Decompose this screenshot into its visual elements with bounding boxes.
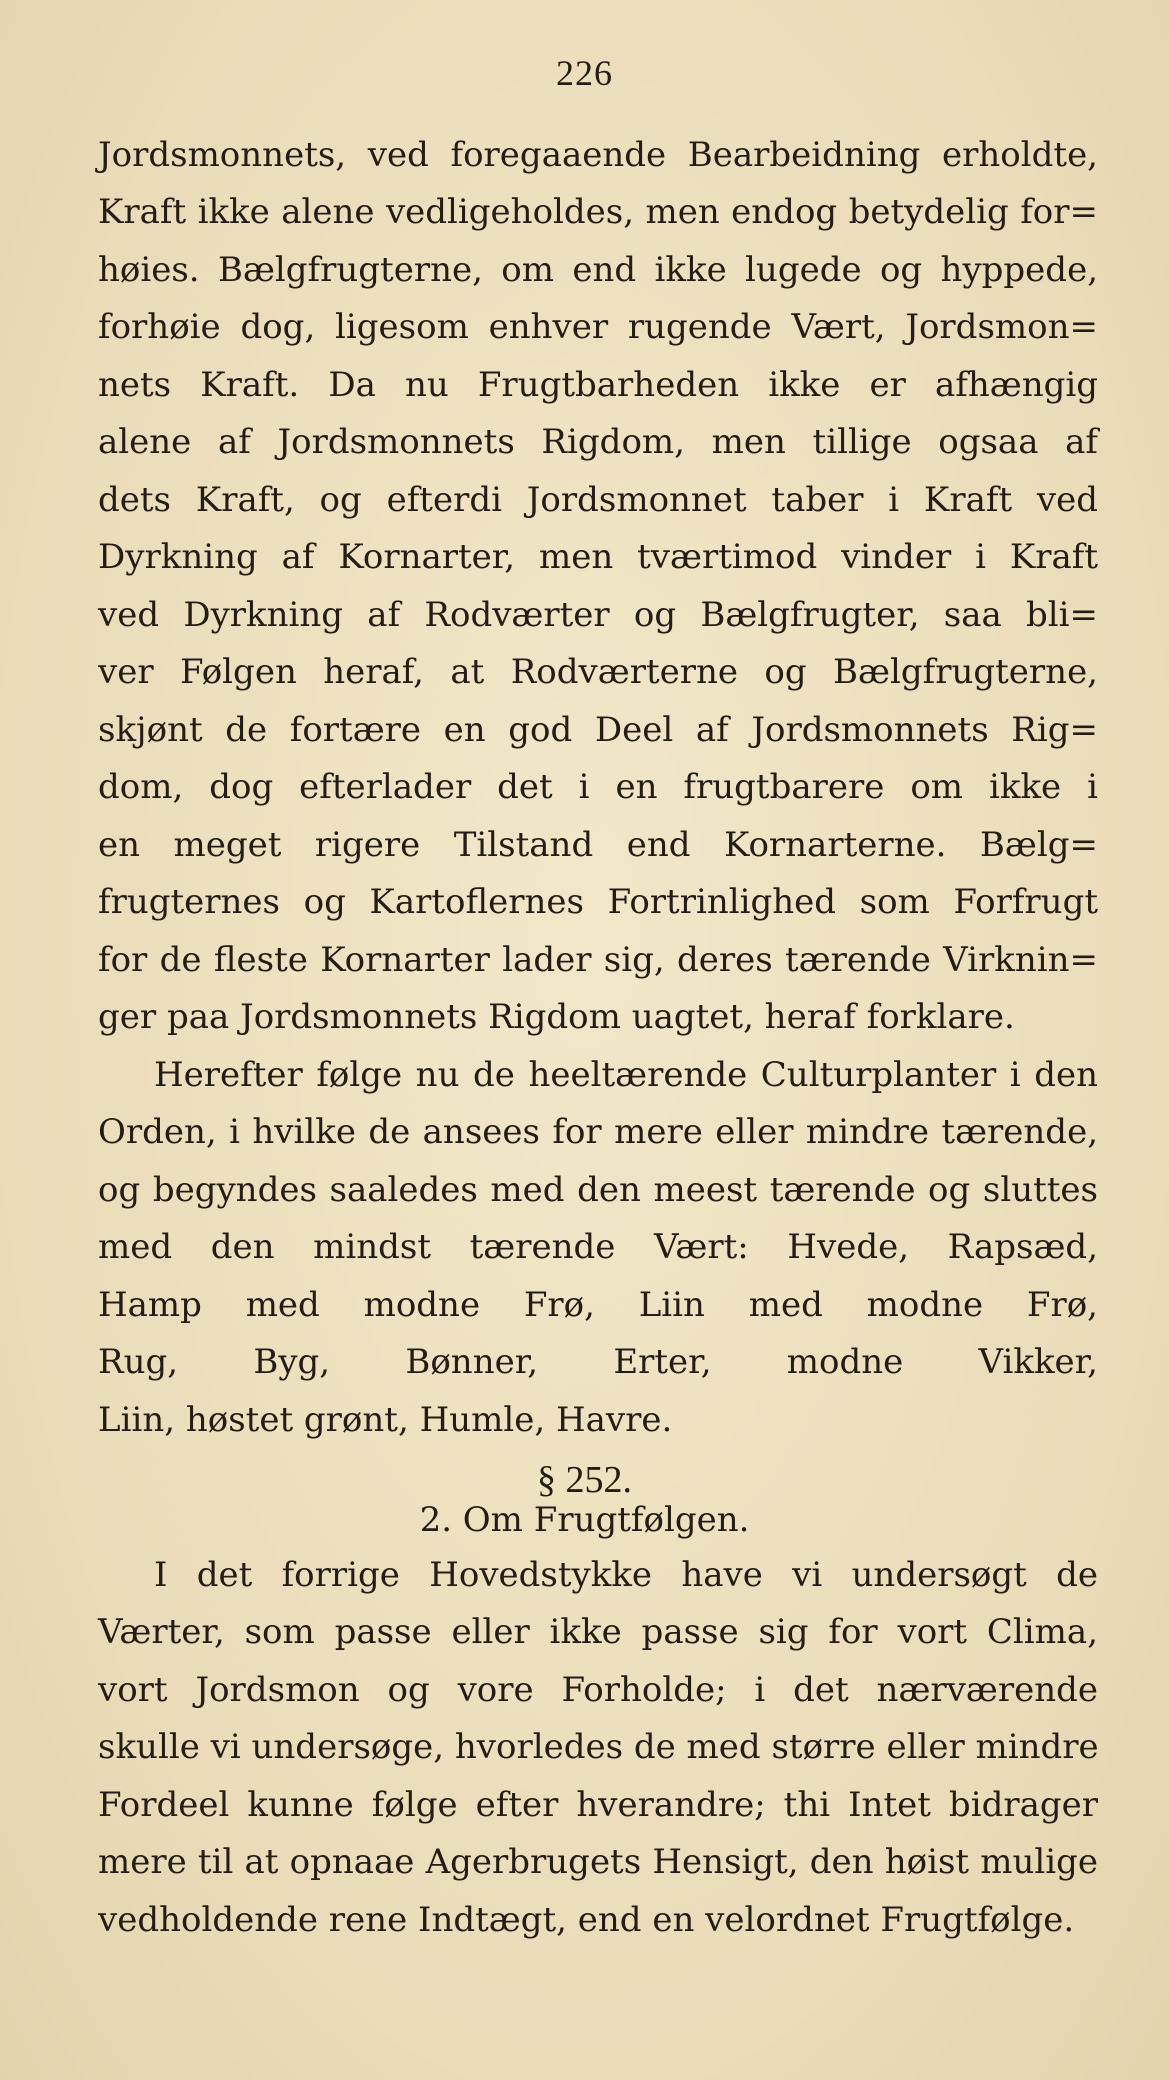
text-line: skjønt de fortære en god Deel af Jordsmonnets Rig= [98,710,1098,750]
page-number: 226 [556,53,613,93]
text-line: alene af Jordsmonnets Rigdom, men tillige ogsaa af [98,422,1098,462]
section-heading: 2. Om Frugtfølgen. [419,1500,750,1540]
text-line: vedholdende rene Indtægt, end en velordnet Frugtfølge. [98,1900,1075,1940]
text-line: Rug, Byg, Bønner, Erter, modne Vikker, [98,1342,1098,1382]
text-line: Dyrkning af Kornarter, men tværtimod vinder i Kraft [98,537,1098,577]
text-line: ved Dyrkning af Rodværter og Bælgfrugter, saa bli= [98,595,1098,635]
text-line: Orden, i hvilke de ansees for mere eller mindre tærende, [98,1112,1098,1152]
text-line: med den mindst tærende Vært: Hvede, Rapsæd, [98,1227,1098,1267]
text-line: dets Kraft, og efterdi Jordsmonnet taber i Kraft ved [98,480,1098,520]
text-line: og begyndes saaledes med den meest tærende og sluttes [98,1170,1098,1210]
text-line: skulle vi undersøge, hvorledes de med større eller mindre [98,1727,1099,1767]
text-line: mere til at opnaae Agerbrugets Hensigt, den høist mulige [98,1842,1098,1882]
text-line: Hamp med modne Frø, Liin med modne Frø, [98,1285,1098,1325]
text-line: Kraft ikke alene vedligeholdes, men endog betydelig for= [98,192,1098,232]
text-line: Herefter følge nu de heeltærende Culturplanter i den [154,1055,1098,1095]
text-line: I det forrige Hovedstykke have vi undersøgt de [154,1555,1098,1595]
text-line: vort Jordsmon og vore Forholde; i det nærværende [98,1670,1098,1710]
section-number: § 252. [537,1459,632,1501]
text-line: dom, dog efterlader det i en frugtbarere om ikke i [98,767,1098,807]
text-line: en meget rigere Tilstand end Kornarterne. Bælg= [98,825,1098,865]
text-line: frugternes og Kartoflernes Fortrinlighed som Forfrugt [98,882,1098,922]
text-line: Værter, som passe eller ikke passe sig for vort Clima, [98,1612,1098,1652]
text-line: nets Kraft. Da nu Frugtbarheden ikke er afhængig [98,365,1098,405]
text-line: Fordeel kunne følge efter hverandre; thi Intet bidrager [98,1785,1098,1825]
text-line: ger paa Jordsmonnets Rigdom uagtet, heraf forklare. [98,997,1015,1037]
text-line: ver Følgen heraf, at Rodværterne og Bælgfrugterne, [98,652,1098,692]
text-line: Jordsmonnets, ved foregaaende Bearbeidning erholdte, [98,135,1098,175]
text-line: høies. Bælgfrugterne, om end ikke lugede og hyppede, [98,250,1098,290]
text-line: for de fleste Kornarter lader sig, deres tærende Virknin= [98,940,1098,980]
text-line: Liin, høstet grønt, Humle, Havre. [98,1400,673,1440]
text-line: forhøie dog, ligesom enhver rugende Vært, Jordsmon= [98,307,1098,347]
